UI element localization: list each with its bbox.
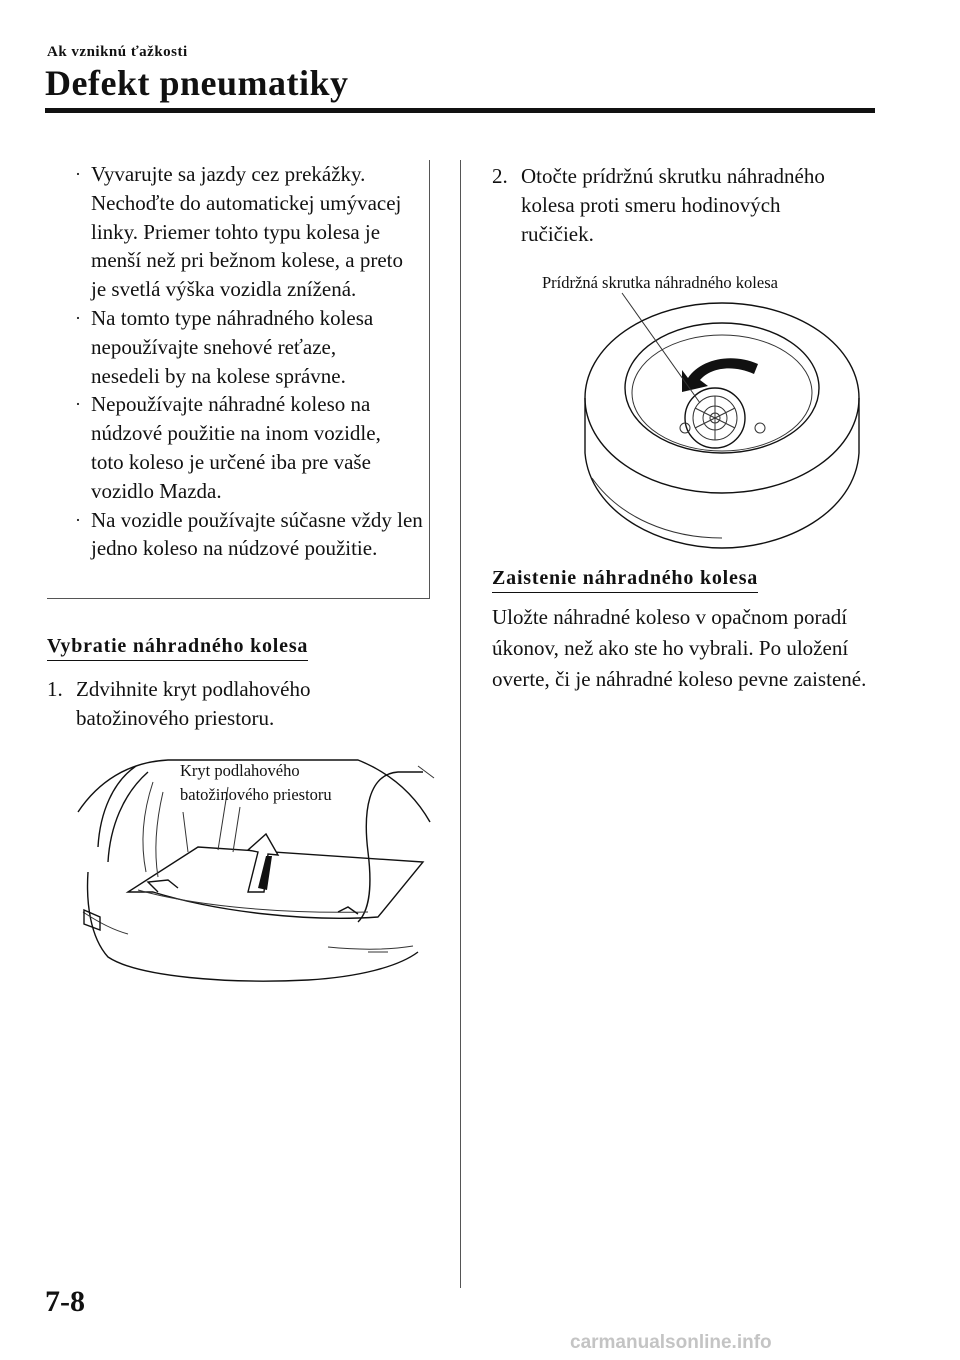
section-label: Ak vzniknú ťažkosti (47, 44, 188, 60)
bullet-dot-icon: · (75, 394, 81, 415)
page-number: 7-8 (45, 1285, 85, 1318)
spare-wheel-figure (542, 268, 870, 558)
watermark: carmanualsonline.info (570, 1332, 772, 1353)
warning-box (47, 160, 430, 599)
column-divider (460, 160, 461, 1288)
bullet-dot-icon: · (75, 307, 81, 328)
step-text: Zdvihnite kryt podlahového batožinového priestoru. (76, 677, 311, 730)
title-rule (45, 108, 875, 113)
warning-item (75, 160, 411, 304)
figure-label: Prídržná skrutka náhradného kolesa (542, 273, 778, 292)
warning-list (75, 160, 423, 563)
warning-text: Na tomto type náhradného kolesa nepoužívajte snehové reťaze, nesedeli by na kolese správne. (91, 305, 374, 388)
bullet-dot-icon: · (75, 509, 81, 530)
removal-heading: Vybratie náhradného kolesa (47, 635, 308, 661)
warning-text: Vyvarujte sa jazdy cez prekážky. Nechoďte do automatickej umývacej linky. Priemer tohto typu kolesa je menší než pri bežnom kolese, a preto je svetlá výška vozidla znížená. (91, 162, 403, 302)
page-title: Defekt pneumatiky (45, 63, 349, 103)
spare-wheel-illustration (570, 268, 870, 558)
bullet-dot-icon: · (75, 164, 81, 184)
warning-text: Na vozidle používajte súčasne vždy len jedno koleso na núdzové použitie. (91, 507, 423, 561)
figure-label: batožinového priestoru (180, 785, 332, 804)
step-number: 1. (47, 677, 63, 701)
step-number: 2. (492, 164, 508, 188)
securing-heading: Zaistenie náhradného kolesa (492, 567, 758, 593)
securing-text: Uložte náhradné koleso v opačnom poradí úkonov, než ako ste ho vybrali. Po uložení overte, či je náhradné koleso pevne zaistené. (492, 605, 867, 691)
warning-item (75, 304, 391, 390)
trunk-figure (68, 752, 438, 992)
warning-text: Nepoužívajte náhradné koleso na núdzové použitie na inom vozidle, toto koleso je určené iba pre vaše vozidlo Mazda. (91, 392, 381, 503)
warning-item (75, 506, 433, 564)
step-text: Otočte prídržnú skrutku náhradného kolesa proti smeru hodinových ručičiek. (521, 164, 825, 246)
warning-item (75, 390, 409, 505)
figure-label: Kryt podlahového (180, 761, 300, 780)
